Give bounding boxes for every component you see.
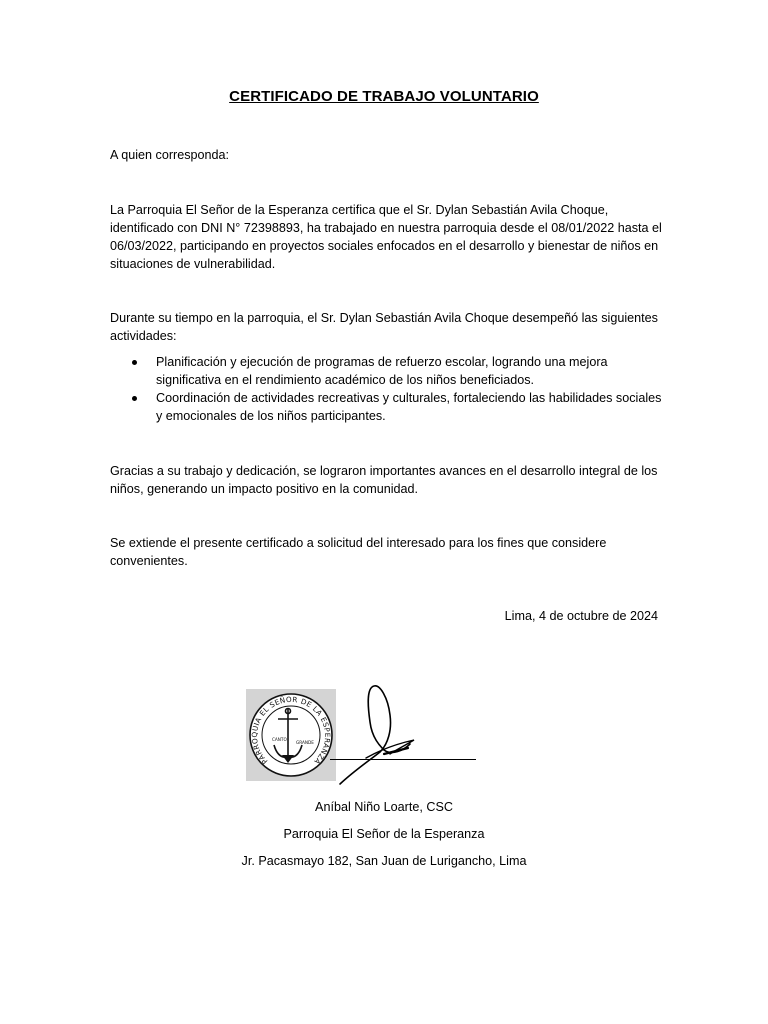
paragraph-activities-intro: Durante su tiempo en la parroquia, el Sr. Dylan Sebastián Avila Choque desempeñó las siguientes actividades: [110, 311, 658, 343]
bullet-icon [132, 396, 137, 401]
signer-organization: Parroquia El Señor de la Esperanza [283, 827, 485, 841]
paragraph-results: Gracias a su trabajo y dedicación, se lograron importantes avances en el desarrollo integral de los niños, generando un impacto positivo en la comunidad. [110, 464, 658, 496]
paragraph-certification: La Parroquia El Señor de la Esperanza certifica que el Sr. Dylan Sebastián Avila Choque, identificado con DNI N° 72398893, ha trabajado en nuestra parroquia desde el 08/01/2022 hasta el 06/03/2022, participando en proyectos sociales enfocados en el desarrollo y bienestar de niños en situaciones de vulnerabilidad. [110, 203, 662, 271]
seal-inner-right: GRANDE [296, 740, 314, 745]
seal-inner-left: CANTO [272, 737, 287, 742]
issue-date: Lima, 4 de octubre de 2024 [504, 609, 658, 623]
signer-address: Jr. Pacasmayo 182, San Juan de Lurigancho, Lima [241, 854, 527, 868]
handwritten-signature [300, 680, 490, 790]
paragraph-closing: Se extiende el presente certificado a solicitud del interesado para los fines que considere convenientes. [110, 536, 607, 568]
bullet-icon [132, 360, 137, 365]
activities-list [110, 353, 662, 425]
activity-text: Planificación y ejecución de programas de refuerzo escolar, logrando una mejora significativa en el rendimiento académico de los niños beneficiados. [156, 355, 608, 387]
seal-ring-text: PARROQUIA EL SEÑOR DE LA ESPERANZA [249, 694, 333, 767]
greeting: A quien corresponda: [110, 148, 230, 162]
activity-text: Coordinación de actividades recreativas y culturales, fortaleciendo las habilidades sociales y emocionales de los niños participantes. [156, 391, 662, 423]
list-item [110, 353, 662, 389]
certificate-title: CERTIFICADO DE TRABAJO VOLUNTARIO [229, 88, 539, 105]
signer-name: Aníbal Niño Loarte, CSC [315, 800, 453, 814]
list-item [110, 389, 662, 425]
